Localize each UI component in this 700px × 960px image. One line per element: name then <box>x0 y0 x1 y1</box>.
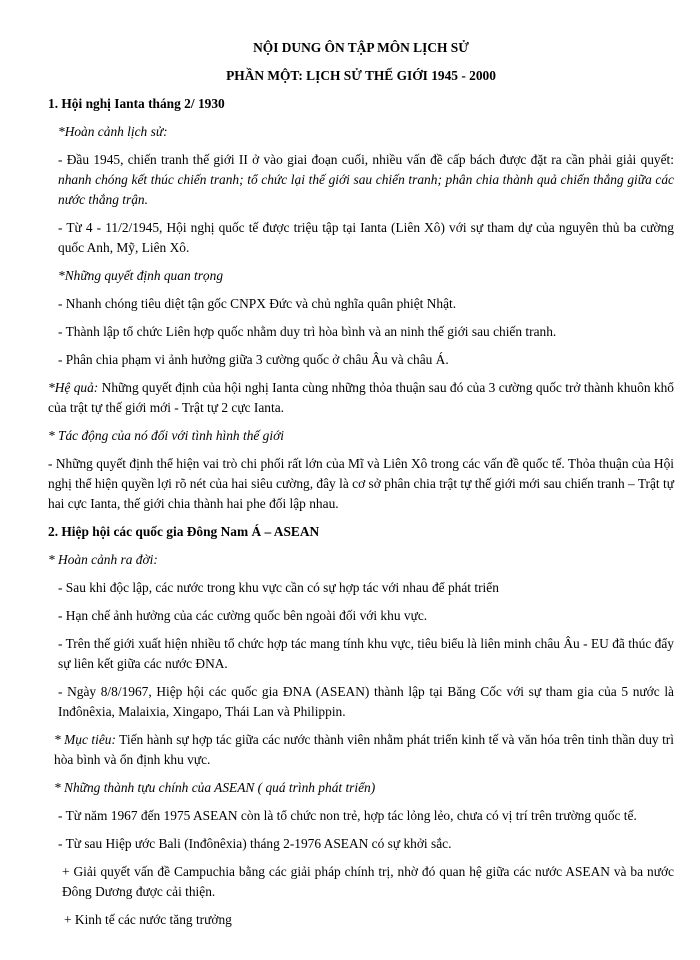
he-qua-label: *Hệ quả: <box>48 380 99 395</box>
paragraph-he-qua <box>48 378 674 418</box>
he-qua-text: Những quyết định của hội nghị Ianta cùng những thỏa thuận sau đó của 3 cường quốc trở thành khuôn khổ của trật tự thế giới mới - Trật tự 2 cực Ianta. <box>48 380 675 415</box>
thanh-tuu-label: * Những thành tựu chính của ASEAN ( quá trình phát triển) <box>54 780 376 795</box>
paragraph-tac-dong: - Những quyết định thể hiện vai trò chi phối rất lớn của Mĩ và Liên Xô trong các vấn đề quốc tế. Thỏa thuận của Hội nghị thể hiện quyền lợi rõ nét của hai siêu cường, đây là cơ sở phân chia trật tự thế giới mới sau chiến tranh – Trật tự hai cực Ianta, thế giới chia thành hai phe đối lập nhau. <box>48 456 674 511</box>
hoan-canh-3: - Trên thế giới xuất hiện nhiều tổ chức hợp tác mang tính khu vực, tiêu biểu là liên minh châu Âu - EU đã thúc đẩy sự liên kết giữa các nước ĐNA. <box>58 636 674 671</box>
hoan-canh-1: - Sau khi độc lập, các nước trong khu vực cần có sự hợp tác với nhau để phát triển <box>58 580 499 595</box>
muc-tieu-text: Tiến hành sự hợp tác giữa các nước thành viên nhằm phát triển kinh tế và văn hóa trên tinh thần duy trì hòa bình và ổn định khu vực. <box>54 732 674 767</box>
quyet-dinh-label: *Những quyết định quan trọng <box>58 268 224 283</box>
quyet-dinh-2: - Thành lập tổ chức Liên hợp quốc nhằm duy trì hòa bình và an ninh thế giới sau chiến tranh. <box>58 324 557 339</box>
document-title: NỘI DUNG ÔN TẬP MÔN LỊCH SỬ <box>253 40 469 55</box>
thanh-tuu-1: - Từ năm 1967 đến 1975 ASEAN còn là tổ chức non trẻ, hợp tác lỏng lẻo, chưa có vị trí trên trường quốc tế. <box>58 808 637 823</box>
quyet-dinh-1: - Nhanh chóng tiêu diệt tận gốc CNPX Đức và chủ nghĩa quân phiệt Nhật. <box>58 296 457 311</box>
hoan-canh-2: - Hạn chế ảnh hưởng của các cường quốc bên ngoài đối với khu vực. <box>58 608 428 623</box>
hoan-canh-label: *Hoàn cảnh lịch sử: <box>58 124 168 139</box>
thanh-tuu-4: + Kinh tế các nước tăng trưởng <box>64 912 232 927</box>
paragraph-hoi-nghi: - Từ 4 - 11/2/1945, Hội nghị quốc tế được triệu tập tại Ianta (Liên Xô) với sự tham dự của nguyên thủ ba cường quốc Anh, Mỹ, Liên Xô. <box>58 220 674 255</box>
hoan-canh-ra-doi-label: * Hoàn cảnh ra đời: <box>48 552 158 567</box>
text-italic: nhanh chóng kết thúc chiến tranh; tổ chức lại thế giới sau chiến tranh; phân chia thành quả chiến thắng giữa các nước thắng trận. <box>58 172 674 207</box>
document-subtitle: PHẦN MỘT: LỊCH SỬ THẾ GIỚI 1945 - 2000 <box>226 68 496 83</box>
paragraph-hoan-canh <box>48 150 674 210</box>
text: - Đầu 1945, chiến tranh thế giới II ở vào giai đoạn cuối, nhiều vấn đề cấp bách được đặt ra cần phải giải quyết: <box>58 152 674 167</box>
section-2-heading: 2. Hiệp hội các quốc gia Đông Nam Á – ASEAN <box>48 524 320 539</box>
section-1-heading: 1. Hội nghị Ianta tháng 2/ 1930 <box>48 96 225 111</box>
hoan-canh-4: - Ngày 8/8/1967, Hiệp hội các quốc gia ĐNA (ASEAN) thành lập tại Băng Cốc với sự tham gia của 5 nước là Inđônêxia, Malaixia, Xingapo, Thái Lan và Philippin. <box>58 684 674 719</box>
thanh-tuu-3: + Giải quyết vấn đề Campuchia bằng các giải pháp chính trị, nhờ đó quan hệ giữa các nước ASEAN và ba nước Đông Dương được cải thiện. <box>62 864 674 899</box>
paragraph-muc-tieu <box>48 730 674 770</box>
tac-dong-label: * Tác động của nó đối với tình hình thế giới <box>48 428 284 443</box>
thanh-tuu-2: - Từ sau Hiệp ước Bali (Inđônêxia) tháng 2-1976 ASEAN có sự khởi sắc. <box>58 836 452 851</box>
muc-tieu-label: * Mục tiêu: <box>54 732 116 747</box>
quyet-dinh-3: - Phân chia phạm vi ảnh hưởng giữa 3 cường quốc ở châu Âu và châu Á. <box>58 352 449 367</box>
